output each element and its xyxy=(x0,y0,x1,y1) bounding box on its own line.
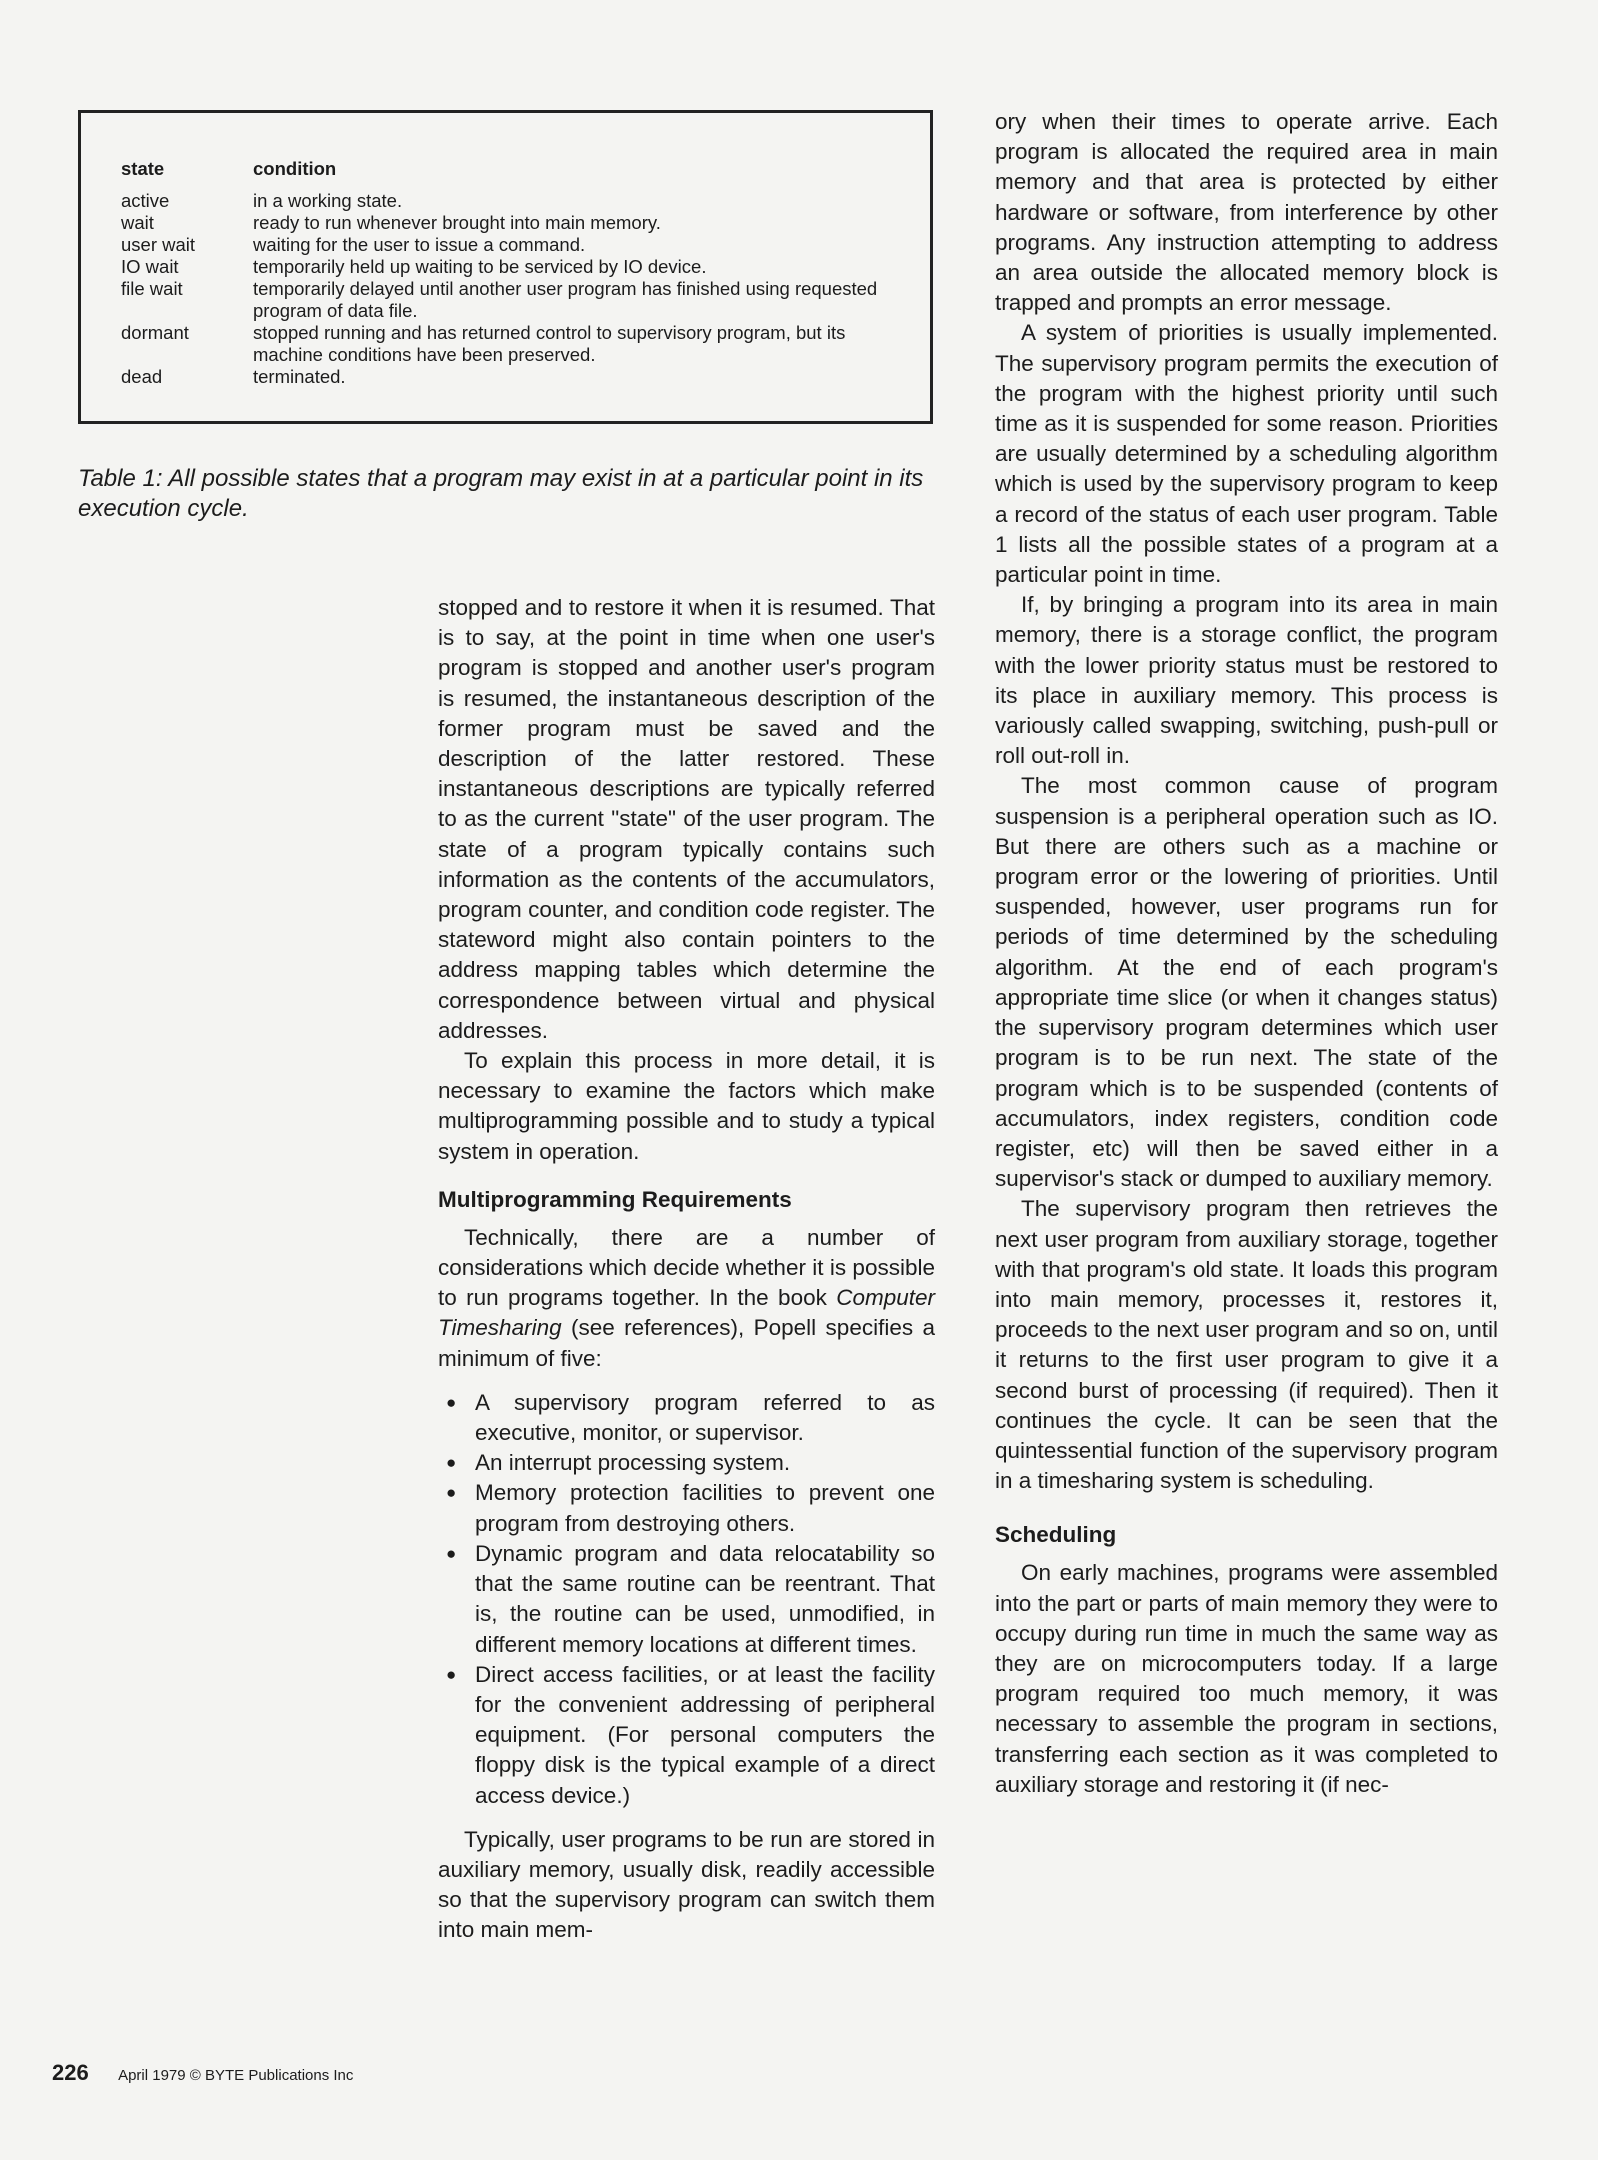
paragraph: If, by bringing a program into its area in main memory, there is a storage conflict, the program with the lower priority status must be restored to its place in auxiliary memory. This process is variously called swapping, switching, push-pull or roll out-roll in. xyxy=(995,592,1498,769)
table-row xyxy=(121,234,913,256)
paragraph: On early machines, programs were assembled into the part or parts of main memory they were to occupy during run time in much the same way as they are on microcomputers today. If a large program required too much memory, it was necessary to assemble the program in sections, transferring each section as it was completed to auxiliary storage and restoring it (if nec- xyxy=(995,1560,1498,1797)
section-heading: Scheduling xyxy=(995,1522,1117,1548)
condition-cell: in a working state. xyxy=(253,190,403,211)
condition-cell: stopped running and has returned control to supervisory program, but its machine conditions have been preserved. xyxy=(253,322,846,365)
paragraph xyxy=(438,1223,935,1374)
list-item: ● A supervisory program referred to as executive, monitor, or supervisor. xyxy=(438,1388,935,1448)
book-title: Computer Timesharing xyxy=(438,1285,935,1341)
state-cell: file wait xyxy=(121,278,183,299)
list-item: ● Memory protection facilities to prevent one program from destroying others. xyxy=(438,1478,935,1538)
state-cell: dormant xyxy=(121,322,189,343)
state-cell: user wait xyxy=(121,234,196,255)
paragraph: stopped and to restore it when it is resumed. That is to say, at the point in time when one user's program is stopped and another user's program is resumed, the instantaneous description of the former program must be saved and the description of the latter restored. These instantaneous descriptions are typically referred to as the current "state" of the user program. The state of a program typically contains such information as the contents of the accumulators, program counter, and condition code register. The stateword might also contain pointers to the address mapping tables which determine the correspondence between virtual and physical addresses. xyxy=(438,595,935,1043)
footer xyxy=(52,2060,353,2086)
right-column xyxy=(995,107,1498,1800)
paragraph: A system of priorities is usually implemented. The supervisory program permits the execution of the program with the highest priority until such time as it is suspended for some reason. Priorities are usually determined by a scheduling algorithm which is used by the supervisory program to keep a record of the status of each user program. Table 1 lists all the possible states of a program at a particular point in time. xyxy=(995,320,1498,588)
paragraph: To explain this process in more detail, it is necessary to examine the factors which make multiprogramming possible and to study a typical system in operation. xyxy=(438,1048,935,1164)
paragraph: ory when their times to operate arrive. Each program is allocated the required area in main memory and that area is protected by either hardware or software, from interference by other programs. Any instruction attempting to address an area outside the allocated memory block is trapped and prompts an error message. xyxy=(995,109,1498,316)
paragraph: The most common cause of program suspension is a peripheral operation such as IO. But there are others such as a machine or program error or the lowering of priorities. Until suspended, however, user programs run for periods of time determined by the scheduling algorithm. At the end of each program's appropriate time slice (or when it changes status) the supervisory program determines which user program is to be run next. The state of the program which is to be suspended (contents of accumulators, index registers, condition code register, etc) will then be saved either in a supervisor's stack or dumped to auxiliary memory. xyxy=(995,773,1498,1192)
header-condition: condition xyxy=(253,158,337,179)
table-row xyxy=(121,212,913,234)
section-heading: Multiprogramming Requirements xyxy=(438,1186,792,1212)
state-cell: wait xyxy=(121,212,154,233)
state-cell: dead xyxy=(121,366,163,387)
table-row xyxy=(121,256,913,278)
page-number: 226 xyxy=(52,2060,89,2085)
paragraph: Typically, user programs to be run are stored in auxiliary memory, usually disk, readily accessible so that the supervisory program can switch them into main mem- xyxy=(438,1826,935,1943)
states-table xyxy=(78,110,933,424)
condition-cell: terminated. xyxy=(253,366,346,387)
list-item: ● Direct access facilities, or at least the facility for the convenient addressing of peripheral equipment. (For personal computers the floppy disk is the typical example of a direct access device.) xyxy=(438,1660,935,1811)
condition-cell: temporarily held up waiting to be serviced by IO device. xyxy=(253,256,707,277)
header-state: state xyxy=(121,158,165,179)
footer-credit: April 1979 © BYTE Publications Inc xyxy=(118,2067,354,2084)
condition-cell: ready to run whenever brought into main memory. xyxy=(253,212,661,233)
text: Technically, there are a number of considerations which decide whether it is possible to run programs together. In the book xyxy=(438,1224,935,1311)
paragraph: The supervisory program then retrieves the next user program from auxiliary storage, together with that program's old state. It loads this program into main memory, processes it, restores it, proceeds to the next user program and so on, until it returns to the first user program to give it a second burst of processing (if required). Then it continues the cycle. It can be seen that the quintessential function of the supervisory program in a timesharing system is scheduling. xyxy=(995,1196,1498,1494)
condition-cell: temporarily delayed until another user program has finished using requested program of data file. xyxy=(253,278,878,321)
table-row xyxy=(121,322,913,366)
condition-cell: waiting for the user to issue a command. xyxy=(253,234,586,255)
table-row xyxy=(121,366,913,388)
state-cell: active xyxy=(121,190,170,211)
requirements-list xyxy=(438,1388,935,1811)
table-row xyxy=(121,190,913,212)
list-item: ● Dynamic program and data relocatability so that the same routine can be reentrant. That is, the routine can be used, unmodified, in different memory locations at different times. xyxy=(438,1539,935,1660)
table-header xyxy=(121,158,913,180)
table-row xyxy=(121,278,913,322)
middle-column xyxy=(438,593,935,1946)
list-item: ● An interrupt processing system. xyxy=(438,1448,935,1478)
table-caption: Table 1: All possible states that a program may exist in at a particular point in its execution cycle. xyxy=(78,465,924,522)
text: (see references), Popell specifies a minimum of five: xyxy=(438,1315,935,1371)
state-cell: IO wait xyxy=(121,256,179,277)
